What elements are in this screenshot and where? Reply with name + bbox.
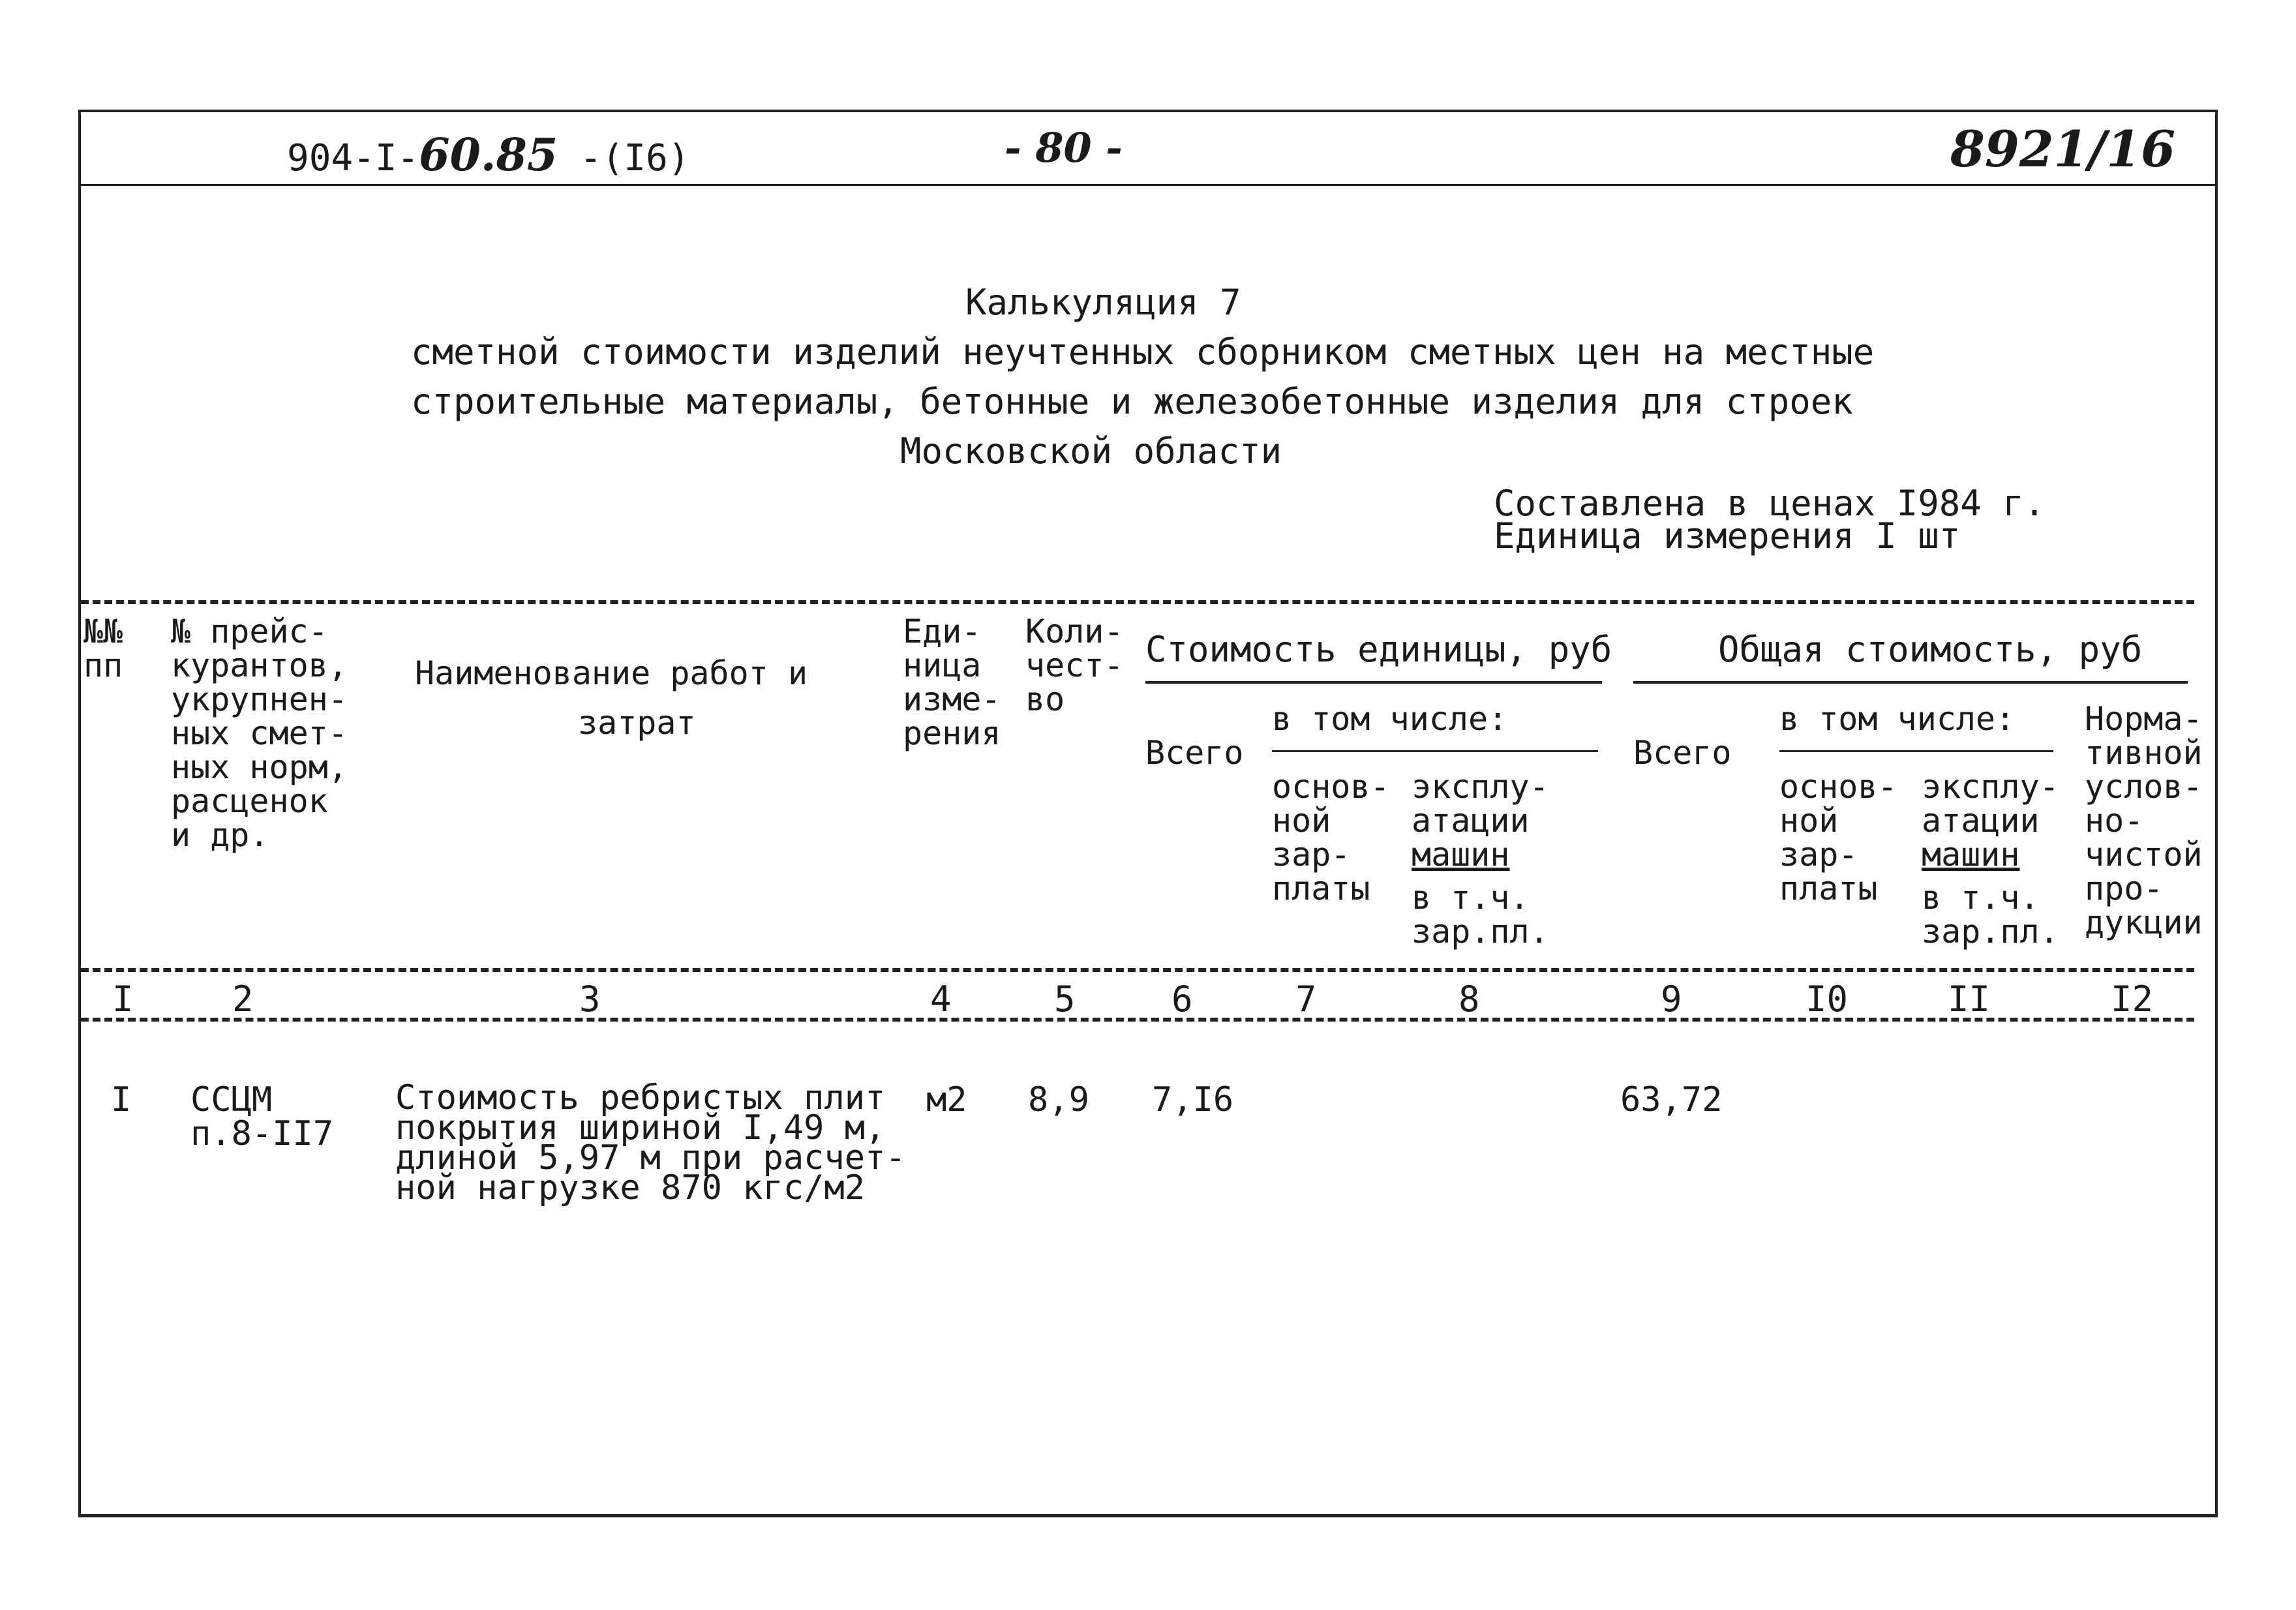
total-cost-group-header: Общая стоимость, руб: [1718, 629, 2143, 670]
normative-product-header: Норма- тивной услов- но- чистой про- дукции: [2085, 700, 2203, 941]
calc-subtitle-line1: сметной стоимости изделий неучтенных сборником сметных цен на местные: [411, 331, 1875, 372]
row-quantity: 8,9: [1028, 1080, 1089, 1119]
document-code-handwritten: 60.85: [419, 129, 558, 181]
total-cost-total-header: Всего: [1633, 734, 1732, 772]
row-work-name: Стоимость ребристых плит покрытия шириной I,49 м, длиной 5,97 м при расчет- ной нагрузке 870 кгс/м2: [395, 1078, 906, 1208]
col-number: 8: [1458, 979, 1480, 1020]
col-numbers-bottom-rule: [81, 1018, 2194, 1022]
col-number: I: [112, 979, 134, 1020]
archive-code: 8921/16: [1950, 120, 2176, 178]
row-total-cost: 63,72: [1620, 1080, 1723, 1119]
col-number: 7: [1295, 979, 1317, 1020]
row-unit: м2: [926, 1080, 967, 1119]
unit-cost-total-header: Всего: [1145, 734, 1244, 772]
page-number: - 80 -: [1004, 124, 1123, 172]
header-divider: [81, 184, 2215, 186]
col-number: 5: [1054, 979, 1076, 1020]
total-cost-machine-header: эксплу- атации машин в т.ч. зар.пл.: [1922, 768, 2059, 950]
col-number: II: [1948, 979, 1991, 1020]
unit-note: Единица измерения I шт: [1494, 515, 1961, 556]
document-code-prefix: 904-I-: [287, 137, 419, 179]
col-header-quantity: Коли- чест- во: [1025, 613, 1124, 718]
col-number: 3: [579, 979, 601, 1020]
col-numbers-top-rule: [81, 968, 2194, 972]
document-code: [287, 129, 690, 181]
row-pricelist-code: ССЦМ п.8-II7: [190, 1080, 334, 1153]
col-number: I0: [1805, 979, 1849, 1020]
col-header-work-name: Наименование работ и затрат: [415, 654, 808, 742]
col-number: I2: [2111, 979, 2154, 1020]
total-cost-in-that-header: в том числе:: [1779, 700, 2016, 738]
col-number: 9: [1661, 979, 1682, 1020]
col-header-pricelist: № прейс- курантов, укрупнен- ных смет- ных норм, расценок и др.: [171, 613, 348, 854]
unit-cost-group-underline: [1145, 681, 1602, 684]
unit-cost-basic-wage-header: основ- ной зар- платы: [1272, 768, 1390, 907]
row-number: I: [111, 1080, 132, 1119]
total-cost-group-underline: [1633, 681, 2188, 684]
total-cost-basic-wage-header: основ- ной зар- платы: [1779, 768, 1897, 907]
calc-title: Калькуляция 7: [965, 282, 1241, 323]
calc-subtitle-line3: Московской области: [900, 431, 1282, 472]
col-number: 4: [930, 979, 952, 1020]
document-code-suffix: -(I6): [579, 137, 690, 179]
total-cost-in-that-underline: [1779, 750, 2053, 752]
col-header-number: №№ пп: [83, 613, 123, 684]
table-top-rule: [81, 600, 2194, 604]
unit-cost-in-that-underline: [1272, 750, 1598, 752]
col-header-unit: Еди- ница изме- рения: [903, 613, 1001, 752]
prices-note: Составлена в ценах I984 г.: [1494, 483, 2046, 524]
row-unit-cost-total: 7,I6: [1152, 1080, 1234, 1119]
col-number: 2: [232, 979, 254, 1020]
unit-cost-group-header: Стоимость единицы, руб: [1145, 629, 1612, 670]
col-number: 6: [1171, 979, 1193, 1020]
unit-cost-machine-header: эксплу- атации машин в т.ч. зар.пл.: [1412, 768, 1549, 950]
unit-cost-in-that-header: в том числе:: [1272, 700, 1508, 738]
calc-subtitle-line2: строительные материалы, бетонные и железобетонные изделия для строек: [411, 381, 1853, 422]
